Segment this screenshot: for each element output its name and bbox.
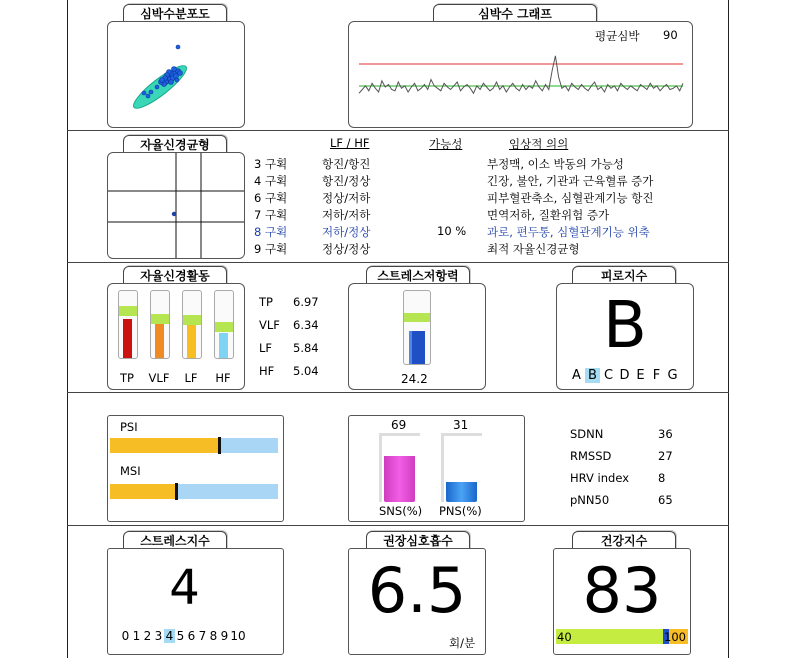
stress-resistance-value: 24.2 [401,372,428,386]
health-index-max: 100 [664,630,686,644]
ans-tube-vlf [150,290,170,359]
ans-row-zone: 8 구획 [254,225,288,239]
scatter-ellipse [129,60,191,113]
stress-resistance-tab: 스트레스저항력 [366,266,470,284]
stress-scale-tick: 6 [187,629,196,643]
ans-row-lfhf: 정상/저하 [322,191,371,205]
psi-label: PSI [120,420,138,434]
msi-label: MSI [120,464,141,478]
ans-tube-hf [214,290,234,359]
fatigue-grade: B [603,289,647,363]
ans-row-meaning: 긴장, 불안, 기관과 근육혈류 증가 [487,174,654,188]
sns-value: 69 [391,418,407,432]
fatigue-grade-option: B [585,368,600,383]
ans-tube-label: HF [215,371,231,385]
ans-value-name: VLF [259,318,280,332]
pns-value: 31 [453,418,469,432]
ans-row-lfhf: 항진/정상 [322,174,371,188]
avg-hr-label: 평균심박 [595,29,640,43]
ans-tube-fill [123,319,132,358]
psi-marker [218,437,221,454]
ans-tube-lf [182,290,202,359]
ans-row-meaning: 최적 자율신경균형 [487,242,580,256]
ans-tube-fill [219,333,228,358]
ans-value-number: 5.84 [293,341,319,355]
psi-bar-fill [110,438,219,453]
ans-tube-fill [155,323,164,358]
pns-gauge [441,433,482,502]
ans-row-meaning: 피부혈관축소, 심혈관계기능 항진 [487,191,654,205]
ans-balance-point [172,212,176,216]
ans-value-number: 6.97 [293,295,319,309]
ans-row-meaning: 과로, 편두통, 심혈관계기능 위축 [487,225,650,239]
stress-resistance-fill [409,331,425,364]
ans-value-name: LF [259,341,273,355]
frame-right-border [728,0,729,658]
msi-marker [175,483,178,500]
ans-row-zone: 3 구획 [254,157,288,171]
ans-row-zone: 7 구획 [254,208,288,222]
health-index-tab: 건강지수 [572,531,676,549]
ans-value-name: TP [259,295,273,309]
stress-resistance-panel [348,283,486,390]
sns-label: SNS(%) [379,504,423,518]
ans-tube-band [151,314,169,324]
scatter-panel [107,21,245,128]
ans-value-number: 6.34 [293,318,319,332]
ans-tube-label: VLF [148,371,170,385]
ans-tube-band [215,322,233,332]
fatigue-panel [556,283,694,390]
hrv-metric-name: HRV index [570,471,629,485]
stress-scale-tick: 4 [165,629,174,643]
stress-scale-tick: 7 [198,629,207,643]
hrv-metric-name: SDNN [570,427,604,441]
msi-bar-track [110,484,278,499]
fatigue-grade-option: F [652,368,661,383]
hr-graph-tab: 심박수 그래프 [433,4,597,22]
hr-series-line [359,56,683,94]
breathing-tab: 권장심호흡수 [366,531,470,549]
stress-scale-tick: 8 [209,629,218,643]
hrv-metric-name: RMSSD [570,449,612,463]
stress-scale-tick: 2 [143,629,152,643]
ans-row-meaning: 부정맥, 이소 박동의 가능성 [487,157,624,171]
ans-value-number: 5.04 [293,364,319,378]
psi-msi-panel [107,415,284,522]
fatigue-grade-option: C [603,368,614,383]
pns-fill [446,482,477,502]
ans-tube-tp [118,290,138,359]
health-index-value: 83 [582,554,662,627]
stress-scale-tick: 1 [132,629,141,643]
fatigue-tab: 피로지수 [572,266,676,284]
ans-row-lfhf: 저하/정상 [322,225,371,239]
ans-row-zone: 9 구획 [254,242,288,256]
fatigue-grade-option: G [667,368,678,383]
ans-balance-quadrants [108,153,244,258]
sns-pns-panel [348,415,525,522]
stress-index-tab: 스트레스지수 [123,531,227,549]
col-possibility-header: 가능성 [429,137,463,151]
section-divider [67,525,729,526]
ans-balance-tab: 자율신경균형 [123,135,227,153]
stress-scale-tick: 3 [154,629,163,643]
stress-index-value: 4 [169,560,200,616]
hrv-metric-name: pNN50 [570,493,610,507]
sns-gauge [379,433,420,502]
ans-activity-panel [107,283,245,390]
stress-scale-tick: 0 [121,629,130,643]
ans-value-name: HF [259,364,275,378]
section-divider [67,392,729,393]
hr-line-chart [349,22,692,127]
ans-tube-label: LF [184,371,198,385]
ans-row-lfhf: 저하/저하 [322,208,371,222]
pns-label: PNS(%) [439,504,482,518]
hrv-metric-value: 65 [658,493,673,507]
health-index-min: 40 [557,630,572,644]
msi-bar-fill [110,484,176,499]
ans-row-lfhf: 항진/항진 [322,157,371,171]
stress-resistance-band [404,313,430,322]
stress-resistance-gauge [403,290,431,365]
ans-row-meaning: 면역저하, 질환위험 증가 [487,208,610,222]
breathing-value: 6.5 [367,554,467,627]
stress-scale-tick: 9 [220,629,229,643]
breathing-panel [348,548,486,655]
hrv-metric-value: 36 [658,427,673,441]
ans-row-zone: 6 구획 [254,191,288,205]
section-divider [67,262,729,263]
breathing-unit: 회/분 [449,636,476,650]
stress-scale-tick: 5 [176,629,185,643]
section-divider [67,130,729,131]
fatigue-grade-option: E [636,368,645,383]
avg-hr-value: 90 [663,28,678,42]
ans-activity-tab: 자율신경활동 [123,266,227,284]
health-index-bar [556,629,688,644]
sns-fill [384,456,415,502]
ans-tube-label: TP [120,371,134,385]
ans-tube-band [119,306,137,316]
hrv-metric-value: 27 [658,449,673,463]
scatter-tab: 심박수분포도 [123,4,227,22]
ans-tube-band [183,315,201,325]
col-lfhf-header: LF / HF [330,136,370,150]
psi-bar-track [110,438,278,453]
health-index-panel [553,548,691,655]
hrv-metric-value: 8 [658,471,666,485]
fatigue-grade-option: D [619,368,630,383]
ans-row-zone: 4 구획 [254,174,288,188]
fatigue-grade-option: A [572,368,581,383]
scatter-plot [108,22,244,127]
ans-row-pct: 10 % [437,224,467,238]
ans-tube-fill [187,323,196,358]
stress-index-panel [107,548,284,655]
hr-graph-panel [348,21,693,128]
stress-scale-tick: 10 [230,629,246,643]
ans-row-lfhf: 정상/정상 [322,242,371,256]
col-clinical-header: 임상적 의의 [509,137,569,151]
ans-balance-grid [107,152,245,259]
frame-left-border [67,0,68,658]
